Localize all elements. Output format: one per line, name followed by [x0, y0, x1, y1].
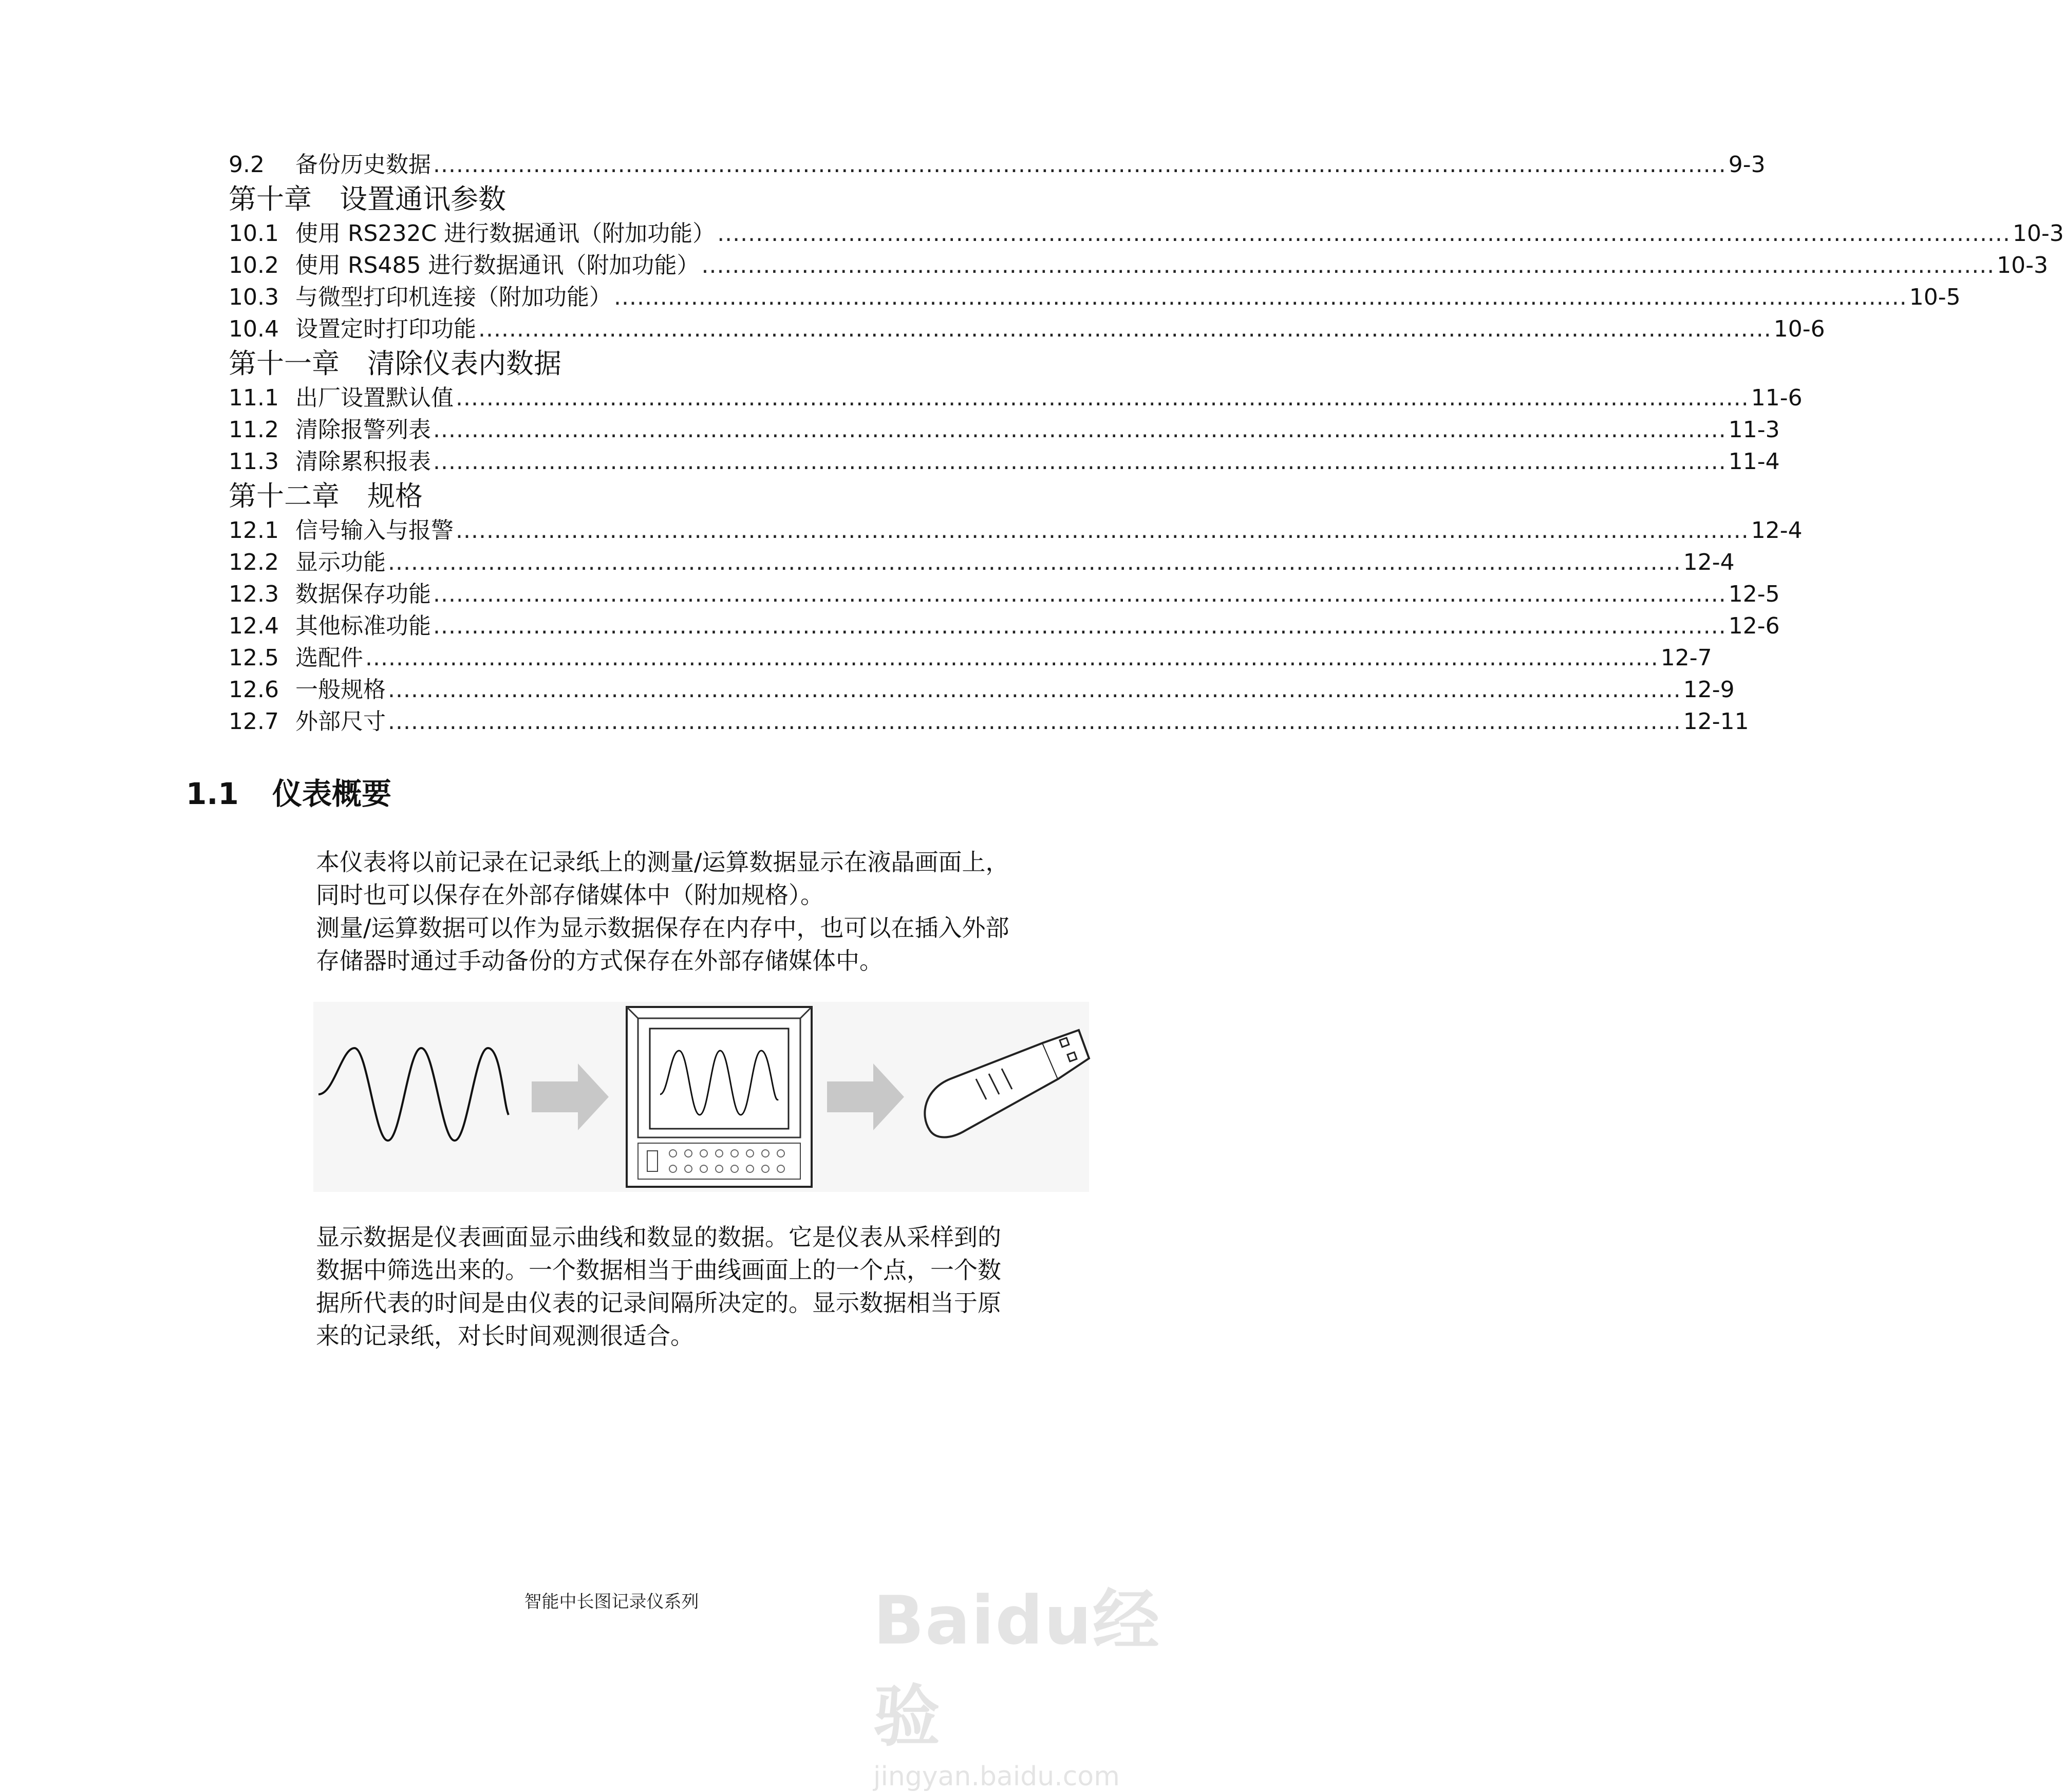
- toc-page: 12-7: [1660, 645, 1712, 671]
- toc-leader: ........................................................................................................................................................................: [701, 252, 1995, 278]
- toc-number: 10.2: [229, 252, 279, 278]
- toc-page: 12-4: [1751, 517, 1803, 544]
- toc-entry[interactable]: [229, 313, 1825, 345]
- toc-page: 10-6: [1773, 316, 1825, 342]
- toc-title: 设置定时打印功能: [295, 316, 476, 342]
- toc-number: 11.2: [229, 417, 279, 443]
- paragraph-line: 存储器时通过手动备份的方式保存在外部存储媒体中。: [316, 947, 883, 975]
- toc-title: 显示功能: [295, 549, 386, 575]
- toc-title: 外部尺寸: [295, 708, 386, 735]
- toc-page: 12-4: [1683, 549, 1735, 575]
- toc-title: 使用 RS232C 进行数据通讯（附加功能）: [295, 220, 716, 247]
- toc-leader: ........................................................................................................................................................................: [478, 316, 1772, 342]
- toc-chapter-heading[interactable]: 第十一章 清除仪表内数据: [229, 347, 561, 380]
- toc-page: 11-4: [1728, 449, 1780, 475]
- toc-entry[interactable]: [229, 250, 2049, 282]
- toc-number: 12.3: [229, 581, 279, 607]
- toc-entry[interactable]: [229, 674, 1735, 706]
- paragraph-line: 同时也可以保存在外部存储媒体中（附加规格）。: [316, 881, 824, 909]
- toc-number: 12.2: [229, 549, 279, 575]
- toc-entry[interactable]: [229, 414, 1780, 446]
- toc-entry[interactable]: [229, 446, 1780, 478]
- toc-leader: ........................................................................................................................................................................: [388, 677, 1681, 703]
- toc-page: 12-6: [1728, 613, 1780, 639]
- toc-leader: ........................................................................................................................................................................: [614, 284, 1907, 310]
- toc-entry[interactable]: [229, 642, 1712, 674]
- watermark-url: jingyan.baidu.com: [873, 1761, 1120, 1792]
- toc-number: 12.1: [229, 517, 279, 544]
- toc-title: 其他标准功能: [295, 613, 431, 639]
- toc-title: 选配件: [295, 645, 363, 671]
- toc-leader: ........................................................................................................................................................................: [433, 581, 1727, 607]
- toc-entry[interactable]: [229, 610, 1780, 642]
- toc-title: 清除累积报表: [295, 449, 431, 475]
- toc-title: 数据保存功能: [295, 581, 431, 607]
- toc-number: 11.3: [229, 449, 279, 475]
- intro-paragraph: [316, 846, 1050, 977]
- toc-leader: ........................................................................................................................................................................: [456, 385, 1749, 411]
- toc-entry[interactable]: [229, 547, 1735, 578]
- toc-entry[interactable]: [229, 382, 1803, 414]
- toc-number: 10.1: [229, 220, 279, 247]
- toc-leader: ........................................................................................................................................................................: [433, 449, 1727, 475]
- toc-leader: ........................................................................................................................................................................: [433, 417, 1727, 443]
- toc-title: 备份历史数据: [295, 152, 431, 178]
- toc-number: 12.6: [229, 677, 279, 703]
- toc-entry[interactable]: [229, 149, 1766, 181]
- page-footer: 智能中长图记录仪系列: [524, 1592, 699, 1612]
- toc-number: 12.5: [229, 645, 279, 671]
- paragraph-line: 显示数据是仪表画面显示曲线和数显的数据。它是仪表从采样到的: [316, 1223, 1001, 1251]
- toc-title: 信号输入与报警: [295, 517, 454, 544]
- toc-page: 12-9: [1683, 677, 1735, 703]
- toc-page: 10-5: [1909, 284, 1961, 310]
- toc-page: 11-6: [1751, 385, 1803, 411]
- toc-title: 使用 RS485 进行数据通讯（附加功能）: [295, 252, 700, 278]
- toc-leader: ........................................................................................................................................................................: [388, 708, 1681, 735]
- toc-number: 12.7: [229, 708, 279, 735]
- toc-number: 10.3: [229, 284, 279, 310]
- toc-page: 11-3: [1728, 417, 1780, 443]
- recorder-illustration: [313, 1002, 1089, 1192]
- toc-leader: ........................................................................................................................................................................: [388, 549, 1681, 575]
- section-heading: [186, 773, 391, 814]
- toc-leader: ........................................................................................................................................................................: [433, 613, 1727, 639]
- paragraph-line: 据所代表的时间是由仪表的记录间隔所决定的。显示数据相当于原: [316, 1289, 1001, 1317]
- toc-page: 10-3: [1997, 252, 2049, 278]
- toc-chapter-heading[interactable]: 第十二章 规格: [229, 480, 423, 512]
- toc-title: 一般规格: [295, 677, 386, 703]
- section-title: 仪表概要: [272, 776, 392, 811]
- toc-entry[interactable]: [229, 218, 2064, 250]
- paragraph-line: 本仪表将以前记录在记录纸上的测量/运算数据显示在液晶画面上，: [316, 848, 1009, 876]
- section-number: 1.1: [186, 776, 239, 811]
- toc-leader: ........................................................................................................................................................................: [456, 517, 1749, 544]
- toc-page: 10-3: [2012, 220, 2064, 247]
- toc-leader: ........................................................................................................................................................................: [717, 220, 2011, 247]
- toc-title: 与微型打印机连接（附加功能）: [295, 284, 612, 310]
- toc-page: 12-11: [1683, 708, 1749, 735]
- toc-title: 出厂设置默认值: [295, 385, 454, 411]
- toc-entry[interactable]: [229, 282, 1961, 313]
- toc-page: 12-5: [1728, 581, 1780, 607]
- paragraph-line: 来的记录纸，对长时间观测很适合。: [316, 1322, 694, 1350]
- toc-entry[interactable]: [229, 578, 1780, 610]
- toc-number: 11.1: [229, 385, 279, 411]
- toc-number: 9.2: [229, 152, 265, 178]
- toc-number: 10.4: [229, 316, 279, 342]
- display-data-paragraph: [316, 1221, 1050, 1352]
- toc-entry[interactable]: [229, 515, 1803, 547]
- watermark-logo: Baidu经验: [873, 1581, 1160, 1756]
- toc-page: 9-3: [1728, 152, 1766, 178]
- paragraph-line: 测量/运算数据可以作为显示数据保存在内存中，也可以在插入外部: [316, 914, 1009, 942]
- toc-entry[interactable]: [229, 706, 1749, 738]
- paragraph-line: 数据中筛选出来的。一个数据相当于曲线画面上的一个点，一个数: [316, 1256, 1001, 1284]
- toc-title: 清除报警列表: [295, 417, 431, 443]
- toc-leader: ........................................................................................................................................................................: [365, 645, 1659, 671]
- table-of-contents: [229, 149, 2064, 738]
- toc-leader: ........................................................................................................................................................................: [433, 152, 1727, 178]
- toc-chapter-heading[interactable]: 第十章 设置通讯参数: [229, 183, 506, 215]
- watermark: [873, 1567, 1202, 1792]
- recorder-icon: [627, 1007, 812, 1187]
- toc-number: 12.4: [229, 613, 279, 639]
